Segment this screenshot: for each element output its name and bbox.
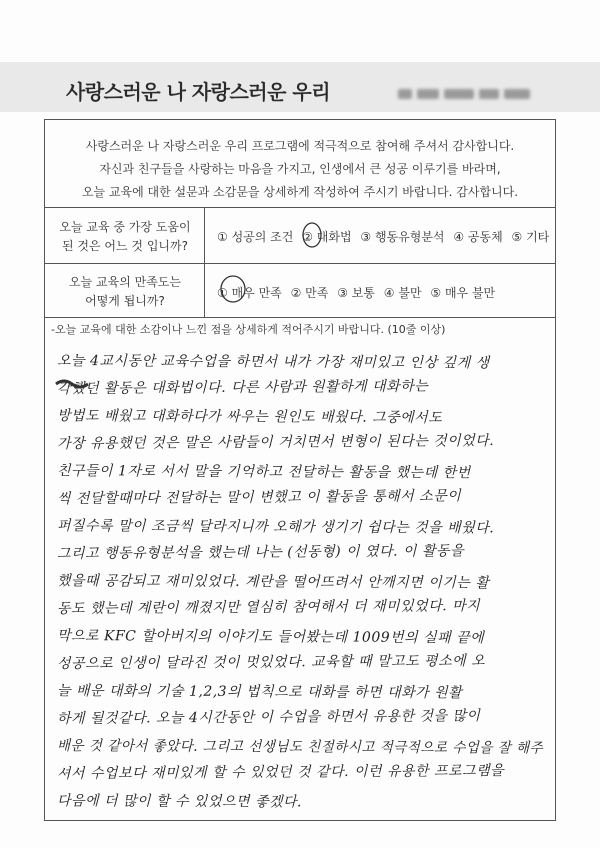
comment-prompt: -오늘 교육에 대한 소감이나 느낀 점을 상세하게 적어주시기 바랍니다. (10줄 이상) (51, 323, 446, 336)
handwritten-line: 친구들이 1자로 서서 말을 기억하고 전달하는 활동을 했는데 한번 (56, 463, 471, 482)
question-label (45, 264, 205, 317)
answer-options (217, 228, 554, 245)
handwritten-line: 방법도 배웠고 대화하다가 싸우는 원인도 배웠다. 그중에서도 (56, 408, 443, 427)
handwritten-line: 오늘 4교시동안 교육수업을 하면서 내가 가장 재미있고 인상 깊게 생 (56, 353, 490, 372)
handwritten-line: 성공으로 인생이 달라진 것이 멋있었다. 교육할 때 말고도 평소에 오 (56, 652, 486, 672)
handwritten-line: 셔서 수업보다 재미있게 할 수 있었던 것 같다. 이런 유용한 프로그램을 (56, 762, 505, 782)
handwritten-line: 동도 했는데 계란이 깨졌지만 열심히 참여해서 더 재미있었다. 마지 (56, 597, 481, 617)
handwritten-line: 막으로 KFC 할아버지의 이야기도 들어봤는데 1009번의 실패 끝에 (56, 628, 485, 647)
intro-box (45, 120, 555, 208)
question-label-line: 어떻게 됩니까? (85, 294, 165, 308)
handwritten-line: 늘 배운 대화의 기술 1,2,3의 법칙으로 대화를 하면 대화가 원활 (56, 683, 463, 702)
handwritten-line: 배운 것 같아서 좋았다. 그리고 선생님도 친절하시고 적극적으로 수업을 잘 해주 (56, 738, 544, 757)
intro-line: 자신과 친구들을 사랑하는 마음을 가지고, 인생에서 큰 성공 이루기를 바라며, (99, 162, 501, 176)
option-2[interactable]: ② 대화법 (302, 230, 352, 244)
page-title: 사랑스러운 나 자랑스러운 우리 (66, 80, 331, 104)
handwritten-line: 다음에 더 많이 할 수 있었으면 좋겠다. (56, 793, 303, 811)
question-label-line: 된 것은 어느 것 입니까? (62, 239, 188, 253)
redacted-name (398, 84, 548, 102)
question-label-line: 오늘 교육 중 가장 도움이 (59, 220, 191, 234)
intro-line: 사랑스러운 나 자랑스러운 우리 프로그램에 적극적으로 참여해 주셔서 감사합니다. (85, 139, 515, 153)
handwritten-line: 씩 전달할때마다 전달하는 말이 변했고 이 활동을 통해서 소문이 (56, 487, 462, 507)
handwritten-line: 했을때 공감되고 재미있었다. 계란을 떨어뜨려서 안깨지면 이기는 활 (56, 573, 490, 592)
question-row-satisfaction (45, 264, 555, 318)
option-2[interactable]: ② 만족 (290, 286, 329, 300)
option-3[interactable]: ③ 행동유형분석 (360, 230, 445, 244)
survey-form (44, 119, 556, 821)
handwritten-line: 각했던 활동은 대화법이다. 다른 사람과 원활하게 대화하는 (56, 377, 429, 397)
handwritten-line: 가장 유용했던 것은 말은 사람들이 거치면서 변형이 된다는 것이었다. (56, 432, 495, 452)
answer-options (217, 284, 500, 301)
question-label (45, 208, 205, 263)
question-label-line: 오늘 교육의 만족도는 (69, 275, 181, 289)
option-4[interactable]: ④ 불만 (383, 286, 422, 300)
option-4[interactable]: ④ 공동체 (453, 230, 503, 244)
option-3[interactable]: ③ 보통 (337, 286, 375, 300)
handwritten-line: 하게 될것같다. 오늘 4시간동안 이 수업을 하면서 유용한 것을 많이 (56, 707, 481, 727)
option-1[interactable]: ① 성공의 조건 (217, 230, 294, 244)
option-5[interactable]: ⑤ 기타 (511, 230, 550, 244)
handwritten-line: 그리고 행동유형분석을 했는데 나는 (선동형) 이 였다. 이 활동을 (56, 542, 465, 562)
option-5[interactable]: ⑤ 매우 불만 (430, 286, 496, 300)
intro-line: 오늘 교육에 대한 설문과 소감문을 상세하게 작성하여 주시기 바랍니다. 감사합니다. (81, 185, 519, 199)
option-1[interactable]: ① 매우 만족 (217, 286, 282, 300)
handwritten-line: 퍼질수록 말이 조금씩 달라지니까 오해가 생기기 쉽다는 것을 배웠다. (56, 518, 495, 537)
question-row-helpful (45, 208, 555, 264)
